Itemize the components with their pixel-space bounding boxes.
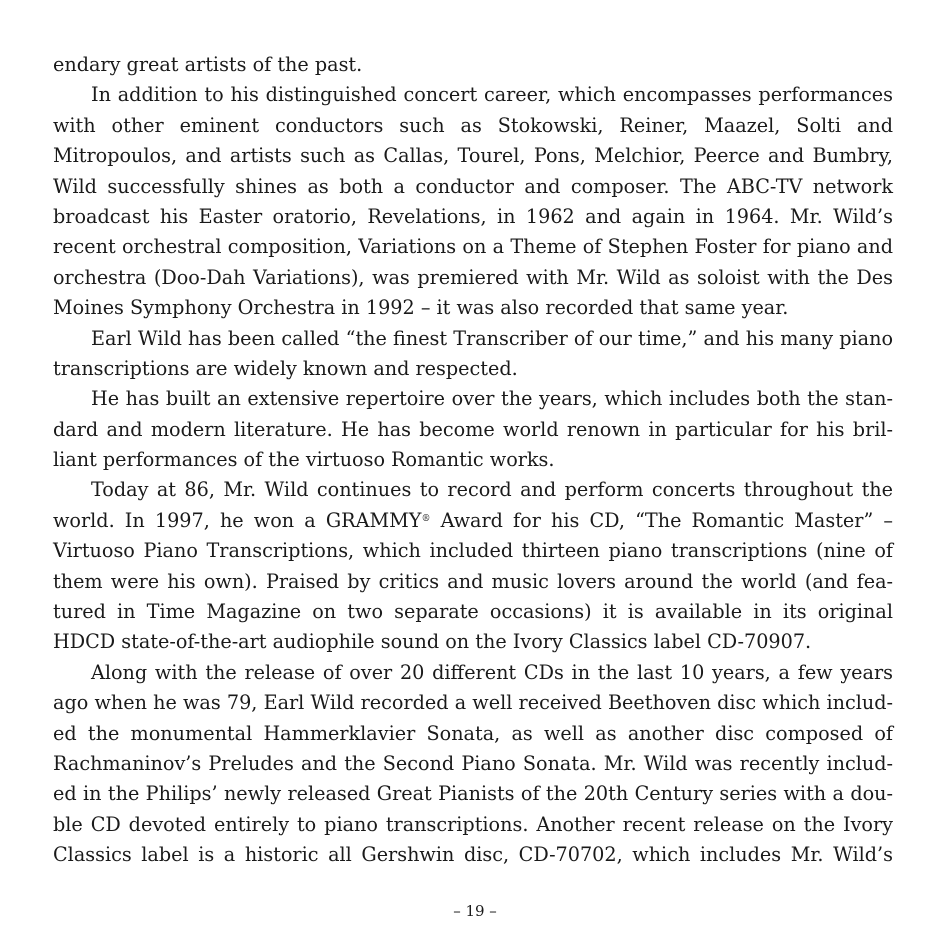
- paragraph-first-line: Today at 86, Mr. Wild continues to record and perform concerts throughout the: [91, 478, 893, 502]
- text-line: with other eminent conductors such as Stokowski, Reiner, Maazel, Solti and: [53, 113, 893, 137]
- paragraph-first-line: Along with the release of over 20 different CDs in the last 10 years, a few years: [91, 660, 893, 684]
- page-number: – 19 –: [453, 902, 497, 920]
- text-line: Rachmaninov’s Preludes and the Second Piano Sonata. Mr. Wild was recently includ-: [53, 751, 893, 775]
- text-line: tured in Time Magazine on two separate occasions) it is available in its original: [53, 600, 893, 624]
- text-line: endary great artists of the past.: [53, 53, 363, 76]
- text-line: orchestra (Doo-Dah Variations), was premiered with Mr. Wild as soloist with the Des: [53, 265, 893, 289]
- text-line: them were his own). Praised by critics and music lovers around the world (and fea-: [53, 569, 893, 593]
- paragraph-first-line: Earl Wild has been called “the finest Transcriber of our time,” and his many piano: [91, 326, 893, 350]
- text-line: Mitropoulos, and artists such as Callas, Tourel, Pons, Melchior, Peerce and Bumbry,: [53, 144, 893, 168]
- text-line: ed the monumental Hammerklavier Sonata, as well as another disc composed of: [53, 721, 893, 745]
- text-line: Wild successfully shines as both a conductor and composer. The ABC-TV network: [53, 174, 893, 198]
- text-line: world. In 1997, he won a GRAMMY® Award for his CD, “The Romantic Master” –: [53, 508, 893, 532]
- text-line: ble CD devoted entirely to piano transcriptions. Another recent release on the Ivory: [53, 812, 893, 836]
- text-line: HDCD state-of-the-art audiophile sound on the Ivory Classics label CD-70907.: [53, 630, 812, 654]
- text-line: dard and modern literature. He has become world renown in particular for his bril-: [53, 417, 893, 441]
- registered-mark: ®: [421, 513, 431, 524]
- text-line: Moines Symphony Orchestra in 1992 – it was also recorded that same year.: [53, 296, 789, 320]
- text-line: ed in the Philips’ newly released Great Pianists of the 20th Century series with a dou-: [53, 782, 893, 806]
- text-line: transcriptions are widely known and respected.: [53, 356, 518, 380]
- text-line: recent orchestral composition, Variations on a Theme of Stephen Foster for piano and: [53, 235, 893, 259]
- paragraph-first-line: In addition to his distinguished concert career, which encompasses performances: [91, 83, 893, 107]
- paragraph-first-line: He has built an extensive repertoire over the years, which includes both the stan-: [91, 387, 893, 411]
- text-line: Classics label is a historic all Gershwin disc, CD-70702, which includes Mr. Wild’s: [53, 843, 893, 867]
- text-line: ago when he was 79, Earl Wild recorded a well received Beethoven disc which includ-: [53, 691, 893, 715]
- text-line: Virtuoso Piano Transcriptions, which included thirteen piano transcriptions (nine of: [53, 539, 893, 563]
- text-line: broadcast his Easter oratorio, Revelations, in 1962 and again in 1964. Mr. Wild’s: [53, 204, 893, 228]
- text-line: liant performances of the virtuoso Romantic works.: [53, 448, 555, 472]
- body-text: [53, 50, 893, 871]
